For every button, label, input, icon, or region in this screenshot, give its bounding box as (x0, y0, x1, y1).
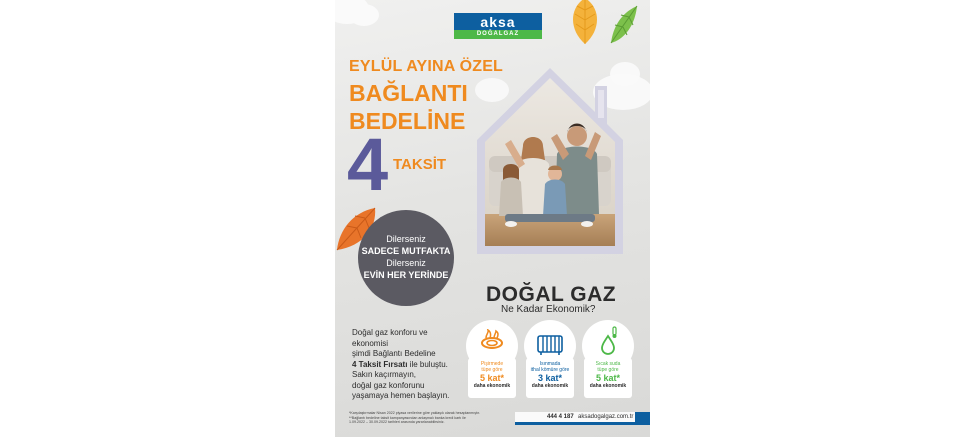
headline-line-3: BEDELİNE (349, 108, 466, 134)
card-kat: 5 kat* (595, 373, 621, 383)
footnote-line-1: *Karşılaştırmalar Nisan 2022 piyasa verilerine göre yaklaşık olarak hesaplanmıştır. (349, 411, 481, 415)
campaign-poster (335, 0, 650, 437)
card-line-1: Pişirmede (480, 361, 504, 367)
economy-card-body (584, 358, 632, 398)
body-line-5: Sakın kaçırmayın, (352, 370, 417, 379)
contact-bar-accent (635, 412, 650, 425)
radiator-icon (536, 332, 564, 356)
card-line-1: Isınmada (539, 361, 561, 367)
economy-title: DOĞAL GAZ (486, 283, 617, 306)
headline-line-2: BAĞLANTI (349, 80, 468, 106)
leaf-top-orange-icon (567, 0, 603, 46)
installment-label: TAKSİT (393, 156, 447, 173)
card-line-1: Sıcak suda (595, 361, 621, 367)
leaf-top-green-icon (607, 3, 641, 47)
circle-line-1: Dilerseniz (386, 234, 426, 244)
body-line-3: şimdi Bağlantı Bedeline (352, 349, 436, 358)
aksa-logo[interactable] (454, 13, 542, 39)
body-line-2: ekonomisi (352, 338, 389, 348)
economy-subtitle: Ne Kadar Ekonomik? (501, 304, 596, 315)
card-daha-ekonomik: daha ekonomik (589, 383, 627, 389)
card-daha-ekonomik: daha ekonomik (473, 383, 511, 389)
card-kat: 3 kat* (537, 373, 563, 383)
card-line-2: tüpe göre (597, 367, 619, 373)
house-family-photo (475, 64, 625, 260)
card-line-2: tüpe göre (481, 367, 503, 373)
legal-footnote (349, 411, 519, 425)
circle-line-3: Dilerseniz (386, 258, 426, 268)
body-line-4: 4 Taksit Fırsatı ile buluştu. (352, 359, 448, 369)
circle-line-2: SADECE MUTFAKTA (361, 246, 451, 256)
body-line-6: doğal gaz konforunu (352, 380, 425, 390)
economy-card-body (526, 358, 574, 398)
circle-line-4: EVİN HER YERİNDE (363, 270, 449, 280)
card-line-2: ithal kömüre göre (530, 367, 570, 373)
logo-brand: aksa (480, 14, 516, 30)
headline-line-1: EYLÜL AYINA ÖZEL (349, 58, 504, 75)
body-line-1: Doğal gaz konforu ve (352, 328, 428, 337)
cloud-top-left-2 (349, 4, 379, 26)
footnote-line-3: 1.09.2022 – 30.09.2022 tarihleri arasında yararlanabilirsiniz. (349, 420, 445, 425)
logo-sub: DOĞALGAZ (454, 30, 542, 39)
installment-number: 4 (347, 123, 389, 206)
stove-burner-icon (480, 329, 504, 351)
usage-circle (358, 210, 454, 306)
campaign-body-text (352, 328, 482, 402)
website-link[interactable]: aksadogalgaz.com.tr (578, 414, 634, 420)
footnote-line-2: **Bağlantı bedeline taksit kampanyasından anlaşmalı banka kredi kartı ile (349, 415, 466, 420)
card-daha-ekonomik: daha ekonomik (531, 383, 569, 389)
phone-number[interactable]: 444 4 187 (547, 414, 574, 420)
economy-card-heating (524, 320, 576, 400)
body-line-7: yaşamaya hemen başlayın. (352, 391, 450, 400)
economy-card-hot-water (582, 320, 634, 400)
card-kat: 5 kat* (479, 373, 505, 383)
water-drop-icon (596, 326, 620, 356)
